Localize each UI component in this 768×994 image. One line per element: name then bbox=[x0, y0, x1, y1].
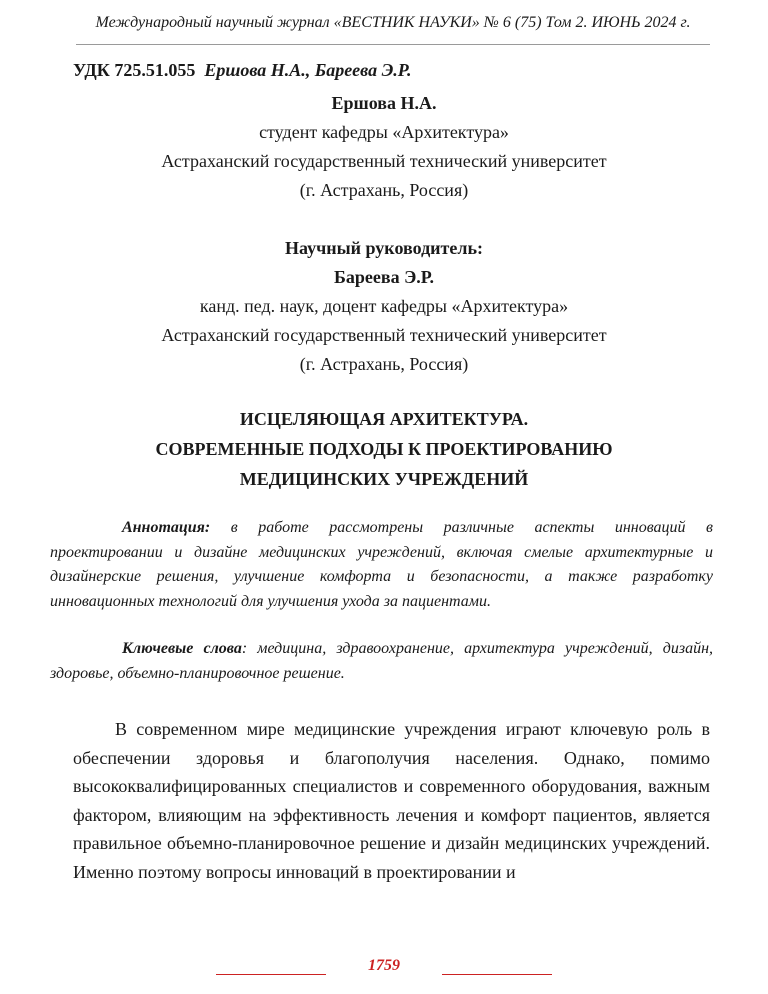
udc-label: УДК 725.51.055 bbox=[73, 60, 196, 80]
journal-header-text: Международный научный журнал «ВЕСТНИК НАУКИ» № 6 (75) Том 2. ИЮНЬ 2024 г. bbox=[95, 14, 691, 31]
keywords-label: Ключевые слова bbox=[122, 639, 242, 657]
supervisor-location: (г. Астрахань, Россия) bbox=[299, 354, 469, 374]
journal-header bbox=[76, 0, 710, 44]
supervisor-name: Бареева Э.Р. bbox=[333, 267, 435, 287]
page-number: 1759 bbox=[368, 957, 400, 974]
header-rule bbox=[76, 44, 710, 45]
keywords-paragraph bbox=[50, 637, 713, 686]
author-location: (г. Астрахань, Россия) bbox=[299, 180, 469, 200]
title-line-2: СОВРЕМЕННЫЕ ПОДХОДЫ К ПРОЕКТИРОВАНИЮ bbox=[155, 439, 613, 459]
author-name: Ершова Н.А. bbox=[331, 93, 437, 113]
supervisor-role: канд. пед. наук, доцент кафедры «Архитектура» bbox=[199, 296, 569, 316]
supervisor-block bbox=[0, 234, 768, 379]
author-block bbox=[0, 89, 768, 205]
body-paragraph: В современном мире медицинские учреждения играют ключевую роль в обеспечении здоровья и благополучия населения. Однако, помимо высококвалифицированных специалистов и современного оборудования, важным фактором, влияющим на эффективность лечения и комфорт пациентов, является правильное объемно-планировочное решение и дизайн медицинских учреждений. Именно поэтому вопросы инноваций в проектировании и bbox=[73, 719, 710, 882]
footer-rule-left bbox=[216, 974, 326, 975]
supervisor-heading: Научный руководитель: bbox=[285, 238, 483, 258]
abstract-paragraph bbox=[50, 516, 713, 615]
author-affiliation: Астраханский государственный технический университет bbox=[161, 151, 607, 171]
abstract-label: Аннотация: bbox=[122, 519, 211, 536]
title-line-1: ИСЦЕЛЯЮЩАЯ АРХИТЕКТУРА. bbox=[239, 409, 529, 429]
keywords-text: : медицина, здравоохранение, архитектура учреждений, дизайн, здоровье, объемно-планировочное решение. bbox=[50, 639, 714, 682]
footer-rule-right bbox=[442, 974, 552, 975]
abstract-text: в работе рассмотрены различные аспекты инноваций в проектировании и дизайне медицинских учреждений, включая смелые архитектурные и дизайнерские решения, улучшение комфорта и безопасности, а также разработку инновационных технологий для улучшения ухода за пациентами. bbox=[50, 519, 713, 611]
title-line-3: МЕДИЦИНСКИХ УЧРЕЖДЕНИЙ bbox=[239, 469, 529, 489]
udc-line bbox=[73, 58, 710, 82]
supervisor-affiliation: Астраханский государственный технический университет bbox=[161, 325, 607, 345]
article-title bbox=[0, 404, 768, 494]
author-role: студент кафедры «Архитектура» bbox=[259, 122, 509, 142]
udc-authors: Ершова Н.А., Бареева Э.Р. bbox=[204, 60, 412, 80]
page-footer bbox=[0, 953, 768, 979]
